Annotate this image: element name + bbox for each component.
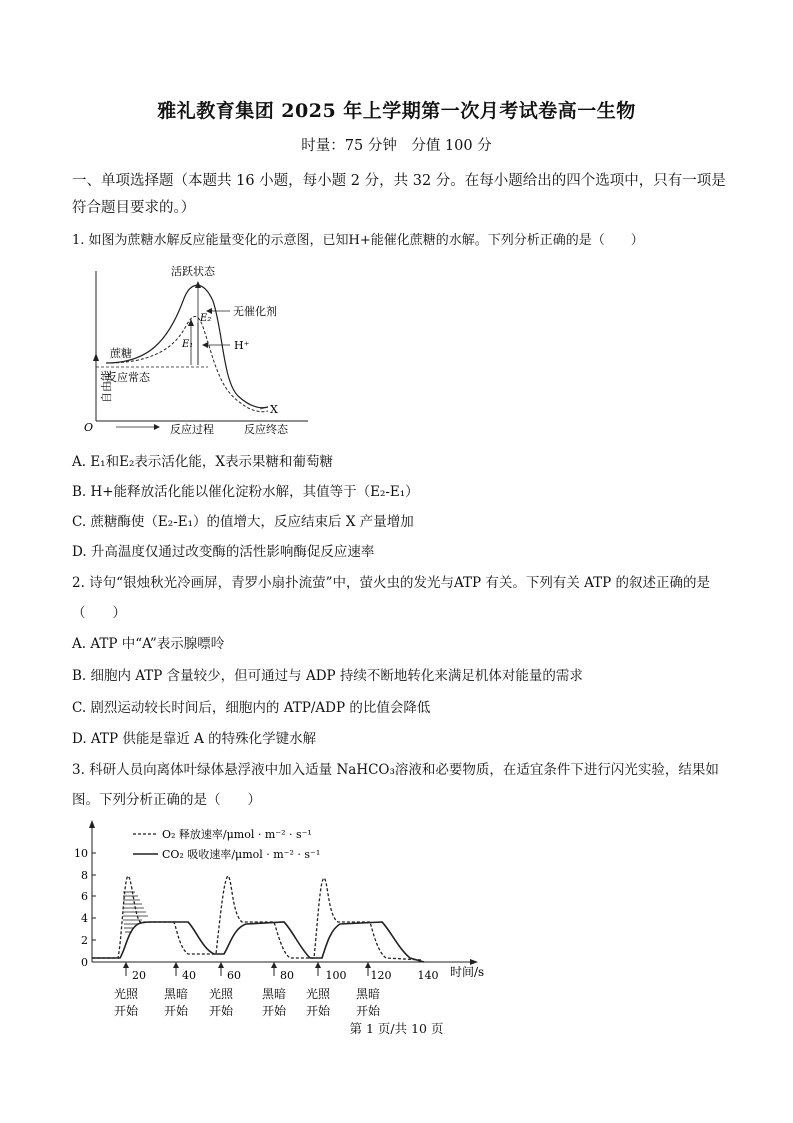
question-3-stem: 3. 科研人员向离体叶绿体悬浮液中加入适量 NaHCO₃溶液和必要物质，在适宜条件下进行闪光实验，结果如图。下列分析正确的是（ ） [72, 762, 719, 808]
y-tick-6: 6 [81, 890, 88, 903]
event-5-line2: 开始 [305, 1004, 331, 1018]
event-6-line2: 开始 [355, 1004, 381, 1018]
energy-diagram [78, 261, 318, 443]
x-tick-100: 100 [325, 969, 347, 982]
q1-option-a: A. E₁和E₂表示活化能，X表示果糖和葡萄糖 [72, 454, 333, 470]
x-tick-140: 140 [417, 969, 439, 982]
page-footer: 第 1 页/共 10 页 [349, 1021, 444, 1036]
x-tick-40: 40 [182, 969, 196, 982]
label-active-state: 活跃状态 [171, 265, 215, 278]
paper-title: 雅礼教育集团 2025 年上学期第一次月考试卷高一生物 [157, 100, 636, 122]
flash-experiment-chart [74, 818, 503, 1023]
x-tick-20: 20 [132, 969, 146, 982]
event-4-line1: 黑暗 [261, 987, 287, 1001]
event-3-line2: 开始 [208, 1004, 234, 1018]
paper-subtitle: 时量：75 分钟 分值 100 分 [301, 138, 492, 154]
event-2-line2: 开始 [163, 1004, 189, 1018]
label-x: X [270, 403, 278, 416]
y-tick-4: 4 [81, 912, 88, 925]
label-origin: O [84, 421, 94, 434]
q2-option-b: B. 细胞内 ATP 含量较少，但可通过与 ADP 持续不断地转化来满足机体对能量的需求 [72, 668, 583, 684]
legend-co2: CO₂ 吸收速率/μmol · m⁻² · s⁻¹ [162, 848, 321, 861]
label-e1: E₁ [182, 339, 194, 350]
q1-option-b: B. H+能释放活化能以催化淀粉水解，其值等于（E₂-E₁） [72, 484, 419, 500]
question-1-stem: 1. 如图为蔗糖水解反应能量变化的示意图，已知H+能催化蔗糖的水解。下列分析正确的是（ ） [72, 233, 644, 248]
y-tick-2: 2 [81, 934, 88, 947]
question-2-stem: 2. 诗句“银烛秋光冷画屏，青罗小扇扑流萤”中，萤火虫的发光与ATP 有关。下列有关 ATP 的叙述正确的是（ ） [72, 575, 711, 621]
q2-option-d: D. ATP 供能是靠近 A 的特殊化学键水解 [72, 731, 317, 747]
label-e2: E₂ [200, 313, 212, 324]
event-3-line1: 光照 [208, 987, 234, 1001]
x-tick-80: 80 [280, 969, 294, 982]
x-tick-120: 120 [370, 969, 392, 982]
event-6-line1: 黑暗 [355, 987, 381, 1001]
label-y-axis: 自由能 [100, 370, 113, 403]
q2-option-a: A. ATP 中“A”表示腺嘌呤 [72, 636, 225, 652]
y-tick-8: 8 [81, 869, 88, 882]
y-tick-0: 0 [81, 956, 88, 969]
event-2-line1: 黑暗 [163, 987, 189, 1001]
label-sucrose: 蔗糖 [110, 347, 132, 360]
label-end-state: 反应终态 [244, 423, 288, 436]
x-axis-label: 时间/s [450, 965, 485, 979]
x-tick-60: 60 [227, 969, 241, 982]
legend-o2: O₂ 释放速率/μmol · m⁻² · s⁻¹ [162, 828, 312, 841]
label-h-plus: H⁺ [234, 339, 250, 352]
label-no-catalyst: 无催化剂 [233, 305, 277, 318]
y-tick-10: 10 [74, 847, 88, 860]
event-4-line2: 开始 [261, 1004, 287, 1018]
q1-option-d: D. 升高温度仅通过改变酶的活性影响酶促反应速率 [72, 544, 375, 560]
y-tick-group [74, 847, 88, 969]
label-x-axis: 反应过程 [170, 423, 214, 436]
event-1-line2: 开始 [113, 1004, 139, 1018]
event-1-line1: 光照 [113, 987, 139, 1001]
event-5-line1: 光照 [305, 987, 331, 1001]
q2-option-c: C. 剧烈运动较长时间后，细胞内的 ATP/ADP 的比值会降低 [72, 700, 431, 716]
label-normal-state: 反应常态 [106, 371, 150, 384]
section-heading: 一、单项选择题（本题共 16 小题，每小题 2 分，共 32 分。在每小题给出的四个选项中，只有一项是符合题目要求的。） [72, 173, 726, 216]
q1-option-c: C. 蔗糖酶使（E₂-E₁）的值增大，反应结束后 X 产量增加 [72, 514, 414, 530]
